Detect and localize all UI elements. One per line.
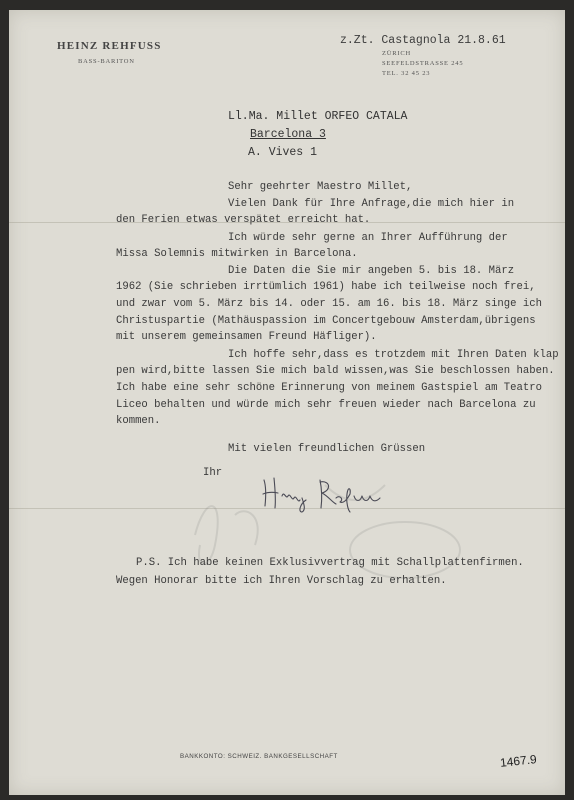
body-line: pen wird,bitte lassen Sie mich bald wissen,was Sie beschlossen haben. xyxy=(116,365,555,377)
body-line: Ich würde sehr gerne an Ihrer Aufführung der xyxy=(228,232,508,244)
body-line: mit unserem gemeinsamen Freund Häfliger). xyxy=(116,331,377,343)
place-date: z.Zt. Castagnola 21.8.61 xyxy=(340,34,506,47)
recipient-line-2: Barcelona 3 xyxy=(250,128,326,141)
body-line: Vielen Dank für Ihre Anfrage,die mich hier in xyxy=(228,198,515,210)
letterhead-role: BASS-BARITON xyxy=(78,58,135,65)
recipient-line-3: A. Vives 1 xyxy=(248,146,318,159)
body-line: und zwar vom 5. März bis 14. oder 15. am 16. bis 18. März singe ich xyxy=(116,298,542,310)
body-line: Die Daten die Sie mir angeben 5. bis 18. März xyxy=(228,265,515,277)
salutation: Sehr geehrter Maestro Millet, xyxy=(228,181,413,193)
body-line: Missa Solemnis mitwirken in Barcelona. xyxy=(116,248,358,260)
letterhead-phone: TEL. 32 45 23 xyxy=(382,70,431,77)
body-line: Liceo behalten und würde mich sehr freuen wieder nach Barcelona zu xyxy=(116,399,536,411)
body-line: kommen. xyxy=(116,415,161,427)
recipient-line-1: Ll.Ma. Millet ORFEO CATALA xyxy=(228,110,408,123)
postscript-line-1: P.S. Ich habe keinen Exklusivvertrag mit Schallplattenfirmen. xyxy=(136,557,524,569)
archive-number: 1467.9 xyxy=(499,752,538,770)
closing: Mit vielen freundlichen Grüssen xyxy=(228,443,426,455)
letterhead-street: SEEFELDSTRASSE 245 xyxy=(382,60,464,67)
body-line: den Ferien etwas verspätet erreicht hat. xyxy=(116,214,371,226)
postscript-line-2: Wegen Honorar bitte ich Ihren Vorschlag zu erhalten. xyxy=(116,575,447,587)
letterhead-name: HEINZ REHFUSS xyxy=(57,40,162,52)
body-line: 1962 (Sie schrieben irrtümlich 1961) habe ich teilweise noch frei, xyxy=(116,281,536,293)
closing-ihr: Ihr xyxy=(203,467,223,479)
body-line: Ich habe eine sehr schöne Erinnerung von meinem Gastspiel am Teatro xyxy=(116,382,542,394)
body-line: Christuspartie (Mathäuspassion im Concertgebouw Amsterdam,übrigens xyxy=(116,315,536,327)
bank-account-footer: BANKKONTO: SCHWEIZ. BANKGESELLSCHAFT xyxy=(180,753,338,760)
body-line: Ich hoffe sehr,dass es trotzdem mit Ihren Daten klap xyxy=(228,349,559,361)
letterhead-city: ZÜRICH xyxy=(382,50,411,57)
